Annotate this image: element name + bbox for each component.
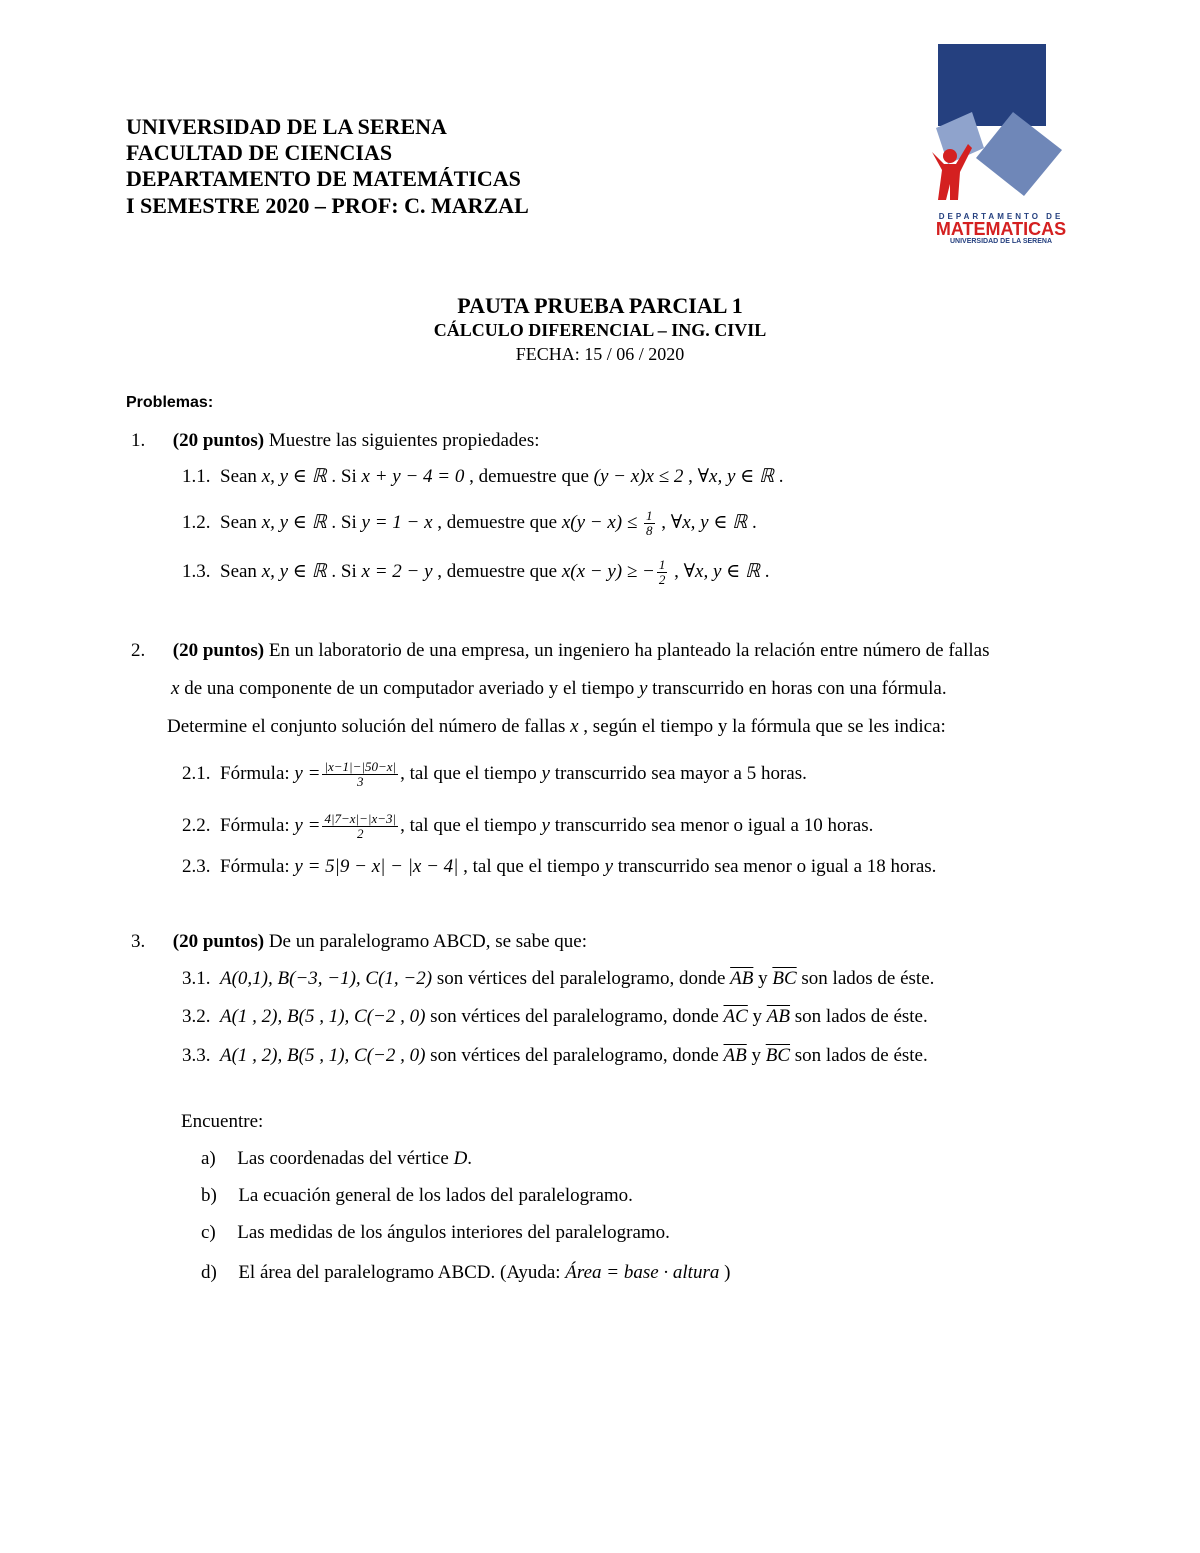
item-text: Las coordenadas del vértice: [237, 1148, 454, 1169]
problem-statement: En un laboratorio de una empresa, un ingeniero ha planteado la relación entre número de fallas: [264, 640, 990, 661]
problem-1: [131, 430, 540, 452]
item-text: Sean: [220, 511, 262, 533]
problem-number: 1.: [131, 430, 146, 451]
item-number: 1.1.: [182, 466, 211, 487]
math-expr: x, y ∈ ℝ: [261, 560, 327, 582]
math-expr: A(0,1), B(−3, −1), C(1, −2): [220, 968, 433, 989]
problem-2-line-2: [171, 678, 947, 700]
item-text: transcurrido sea mayor a 5 horas.: [549, 762, 807, 784]
segment-label: $\overline{AB}$: [730, 968, 754, 989]
problem-1-item-3: [182, 558, 770, 587]
fraction-denominator: 2: [357, 826, 364, 841]
fraction: [322, 760, 398, 789]
math-var: x: [171, 678, 180, 699]
item-letter: b): [201, 1185, 217, 1206]
item-text: Fórmula:: [220, 814, 295, 836]
item-text: El área del paralelogramo ABCD. (Ayuda:: [238, 1262, 566, 1283]
fraction-numerator: 1: [658, 557, 666, 572]
item-text: . Si: [326, 560, 362, 582]
item-text: .: [774, 466, 784, 487]
logo-dark-square: [938, 44, 1046, 126]
problem-2-item-1: [182, 760, 807, 789]
item-text: son lados de éste.: [796, 968, 935, 989]
math-expr: x(y − x) ≤: [561, 511, 638, 533]
fraction-denominator: 3: [357, 774, 364, 789]
fraction-denominator: 2: [658, 572, 666, 587]
item-text: , tal que el tiempo: [458, 856, 605, 877]
math-var: y: [604, 856, 613, 877]
item-text: Fórmula:: [220, 856, 295, 877]
item-text: La ecuación general de los lados del paralelogramo.: [238, 1185, 633, 1206]
item-number: 3.2.: [182, 1006, 211, 1027]
problem-2-item-2: [182, 812, 873, 841]
find-item-c: [201, 1222, 670, 1244]
item-text: , demuestre que: [432, 511, 562, 533]
header-semester: I SEMESTRE 2020 – PROF: C. MARZAL: [126, 193, 529, 218]
item-text: ): [719, 1262, 731, 1283]
find-item-b: [201, 1185, 633, 1207]
math-expr: ∀x, y ∈ ℝ: [697, 466, 775, 487]
math-expr: x = 2 − y: [361, 560, 433, 582]
segment-label: $\overline{BC}$: [772, 968, 797, 989]
item-text: Las medidas de los ángulos interiores del paralelogramo.: [237, 1222, 670, 1243]
problem-2-item-3: [182, 856, 936, 878]
fraction-numerator: |x−1|−|50−x|: [324, 759, 397, 774]
problem-statement: , según el tiempo y la fórmula que se les indica:: [578, 716, 946, 737]
problem-statement: De un paralelogramo ABCD, se sabe que:: [264, 931, 587, 952]
item-text: ,: [656, 511, 671, 533]
problem-statement: de una componente de un computador averiado y el tiempo: [179, 678, 639, 699]
problem-points: (20 puntos): [172, 640, 265, 661]
item-text: Sean: [220, 560, 262, 582]
problem-3-item-1: [182, 968, 934, 990]
math-expr: ∀x, y ∈ ℝ: [683, 560, 761, 582]
segment-label: $\overline{AC}$: [723, 1006, 748, 1027]
problem-number: 3.: [131, 931, 146, 952]
item-text: , demuestre que: [432, 560, 562, 582]
item-text: . Si: [326, 466, 362, 487]
fraction-numerator: 4|7−x|−|x−3|: [324, 811, 397, 826]
item-text: y: [753, 968, 773, 989]
math-expr: A(1 , 2), B(5 , 1), C(−2 , 0): [220, 1045, 426, 1066]
math-expr: (y − x)x ≤ 2: [593, 466, 684, 487]
math-var: y: [541, 762, 550, 784]
department-logo: [928, 40, 1074, 252]
item-number: 2.2.: [182, 814, 211, 836]
header-department: DEPARTAMENTO DE MATEMÁTICAS: [126, 166, 521, 191]
math-expr: y =: [294, 762, 321, 784]
math-expr: x(x − y) ≥ −: [561, 560, 655, 582]
problem-points: (20 puntos): [172, 430, 265, 451]
problem-1-item-2: [182, 509, 757, 538]
item-text: . Si: [326, 511, 362, 533]
fraction: [657, 558, 668, 587]
find-label: Encuentre:: [181, 1111, 264, 1132]
math-var: y: [638, 678, 648, 699]
math-expr: x, y ∈ ℝ: [261, 466, 327, 487]
item-number: 2.1.: [182, 762, 211, 784]
segment-label: $\overline{BC}$: [765, 1045, 791, 1066]
item-text: son vértices del paralelogramo, donde: [425, 1006, 724, 1027]
problem-3-item-2: [182, 1006, 928, 1028]
item-number: 1.2.: [182, 511, 211, 533]
fraction: [644, 509, 655, 538]
math-expr: x, y ∈ ℝ: [261, 511, 327, 533]
item-text: son lados de éste.: [790, 1006, 928, 1027]
fraction-numerator: 1: [646, 508, 653, 523]
item-letter: a): [201, 1148, 216, 1169]
math-expr: y = 1 − x: [361, 511, 433, 533]
item-text: transcurrido sea menor o igual a 10 horas.: [549, 814, 874, 836]
item-text: .: [760, 560, 770, 582]
item-number: 2.3.: [182, 856, 211, 877]
item-number: 1.3.: [182, 560, 211, 582]
item-text: transcurrido sea menor o igual a 18 horas.: [613, 856, 937, 877]
problem-1-item-1: [182, 466, 784, 488]
segment-label: $\overline{AB}$: [723, 1045, 747, 1066]
item-text: Fórmula:: [220, 762, 295, 784]
item-text: , tal que el tiempo: [400, 762, 542, 784]
item-text: , tal que el tiempo: [400, 814, 542, 836]
math-expr: A(1 , 2), B(5 , 1), C(−2 , 0): [220, 1006, 426, 1027]
item-text: y: [747, 1006, 767, 1027]
problem-statement: Determine el conjunto solución del número de fallas: [167, 716, 571, 737]
math-expr: y =: [294, 814, 321, 836]
problem-number: 2.: [131, 640, 146, 661]
item-number: 3.1.: [182, 968, 211, 989]
fraction: [322, 812, 398, 841]
problem-3-item-3: [182, 1045, 928, 1067]
item-text: son vértices del paralelogramo, donde: [432, 968, 731, 989]
find-item-d: [201, 1262, 730, 1284]
item-text: , demuestre que: [464, 466, 594, 487]
item-text: ,: [683, 466, 698, 487]
item-text: son lados de éste.: [790, 1045, 928, 1066]
problem-3: [131, 931, 587, 953]
logo-text-university: UNIVERSIDAD DE LA SERENA: [949, 238, 1053, 245]
math-expr: x + y − 4 = 0: [361, 466, 465, 487]
fraction-denominator: 8: [646, 523, 653, 538]
item-number: 3.3.: [182, 1045, 211, 1066]
logo-text-department: DEPARTAMENTO DE: [938, 212, 1064, 221]
problem-statement: Muestre las siguientes propiedades:: [264, 430, 540, 451]
item-text: Sean: [220, 466, 262, 487]
math-var: D: [453, 1148, 468, 1169]
header-faculty: FACULTAD DE CIENCIAS: [126, 140, 393, 165]
problem-2-line-3: [167, 716, 946, 738]
header-university: UNIVERSIDAD DE LA SERENA: [126, 114, 447, 139]
item-letter: d): [201, 1262, 217, 1283]
math-expr: ∀x, y ∈ ℝ: [670, 511, 748, 533]
math-expr: Área = base · altura: [565, 1262, 720, 1283]
item-text: son vértices del paralelogramo, donde: [425, 1045, 724, 1066]
logo-text-matematicas: MATEMATICAS: [935, 219, 1067, 239]
math-var: y: [541, 814, 550, 836]
item-text: .: [747, 511, 757, 533]
find-item-a: [201, 1148, 472, 1170]
exam-date: FECHA: 15 / 06 / 2020: [515, 344, 685, 364]
segment-label: $\overline{AB}$: [766, 1006, 791, 1027]
item-letter: c): [201, 1222, 216, 1243]
item-text: ,: [669, 560, 684, 582]
problem-points: (20 puntos): [172, 931, 265, 952]
problem-2-line-1: [131, 640, 989, 662]
logo-person-figure: [932, 144, 972, 200]
item-text: y: [746, 1045, 766, 1066]
problem-statement: transcurrido en horas con una fórmula.: [647, 678, 947, 699]
math-var: x: [570, 716, 579, 737]
math-expr: y = 5|9 − x| − |x − 4|: [294, 856, 459, 877]
course-subtitle: CÁLCULO DIFERENCIAL – ING. CIVIL: [433, 320, 767, 340]
problems-label: Problemas:: [126, 394, 214, 411]
item-text: .: [467, 1148, 473, 1169]
page-title: PAUTA PRUEBA PARCIAL 1: [457, 293, 743, 318]
